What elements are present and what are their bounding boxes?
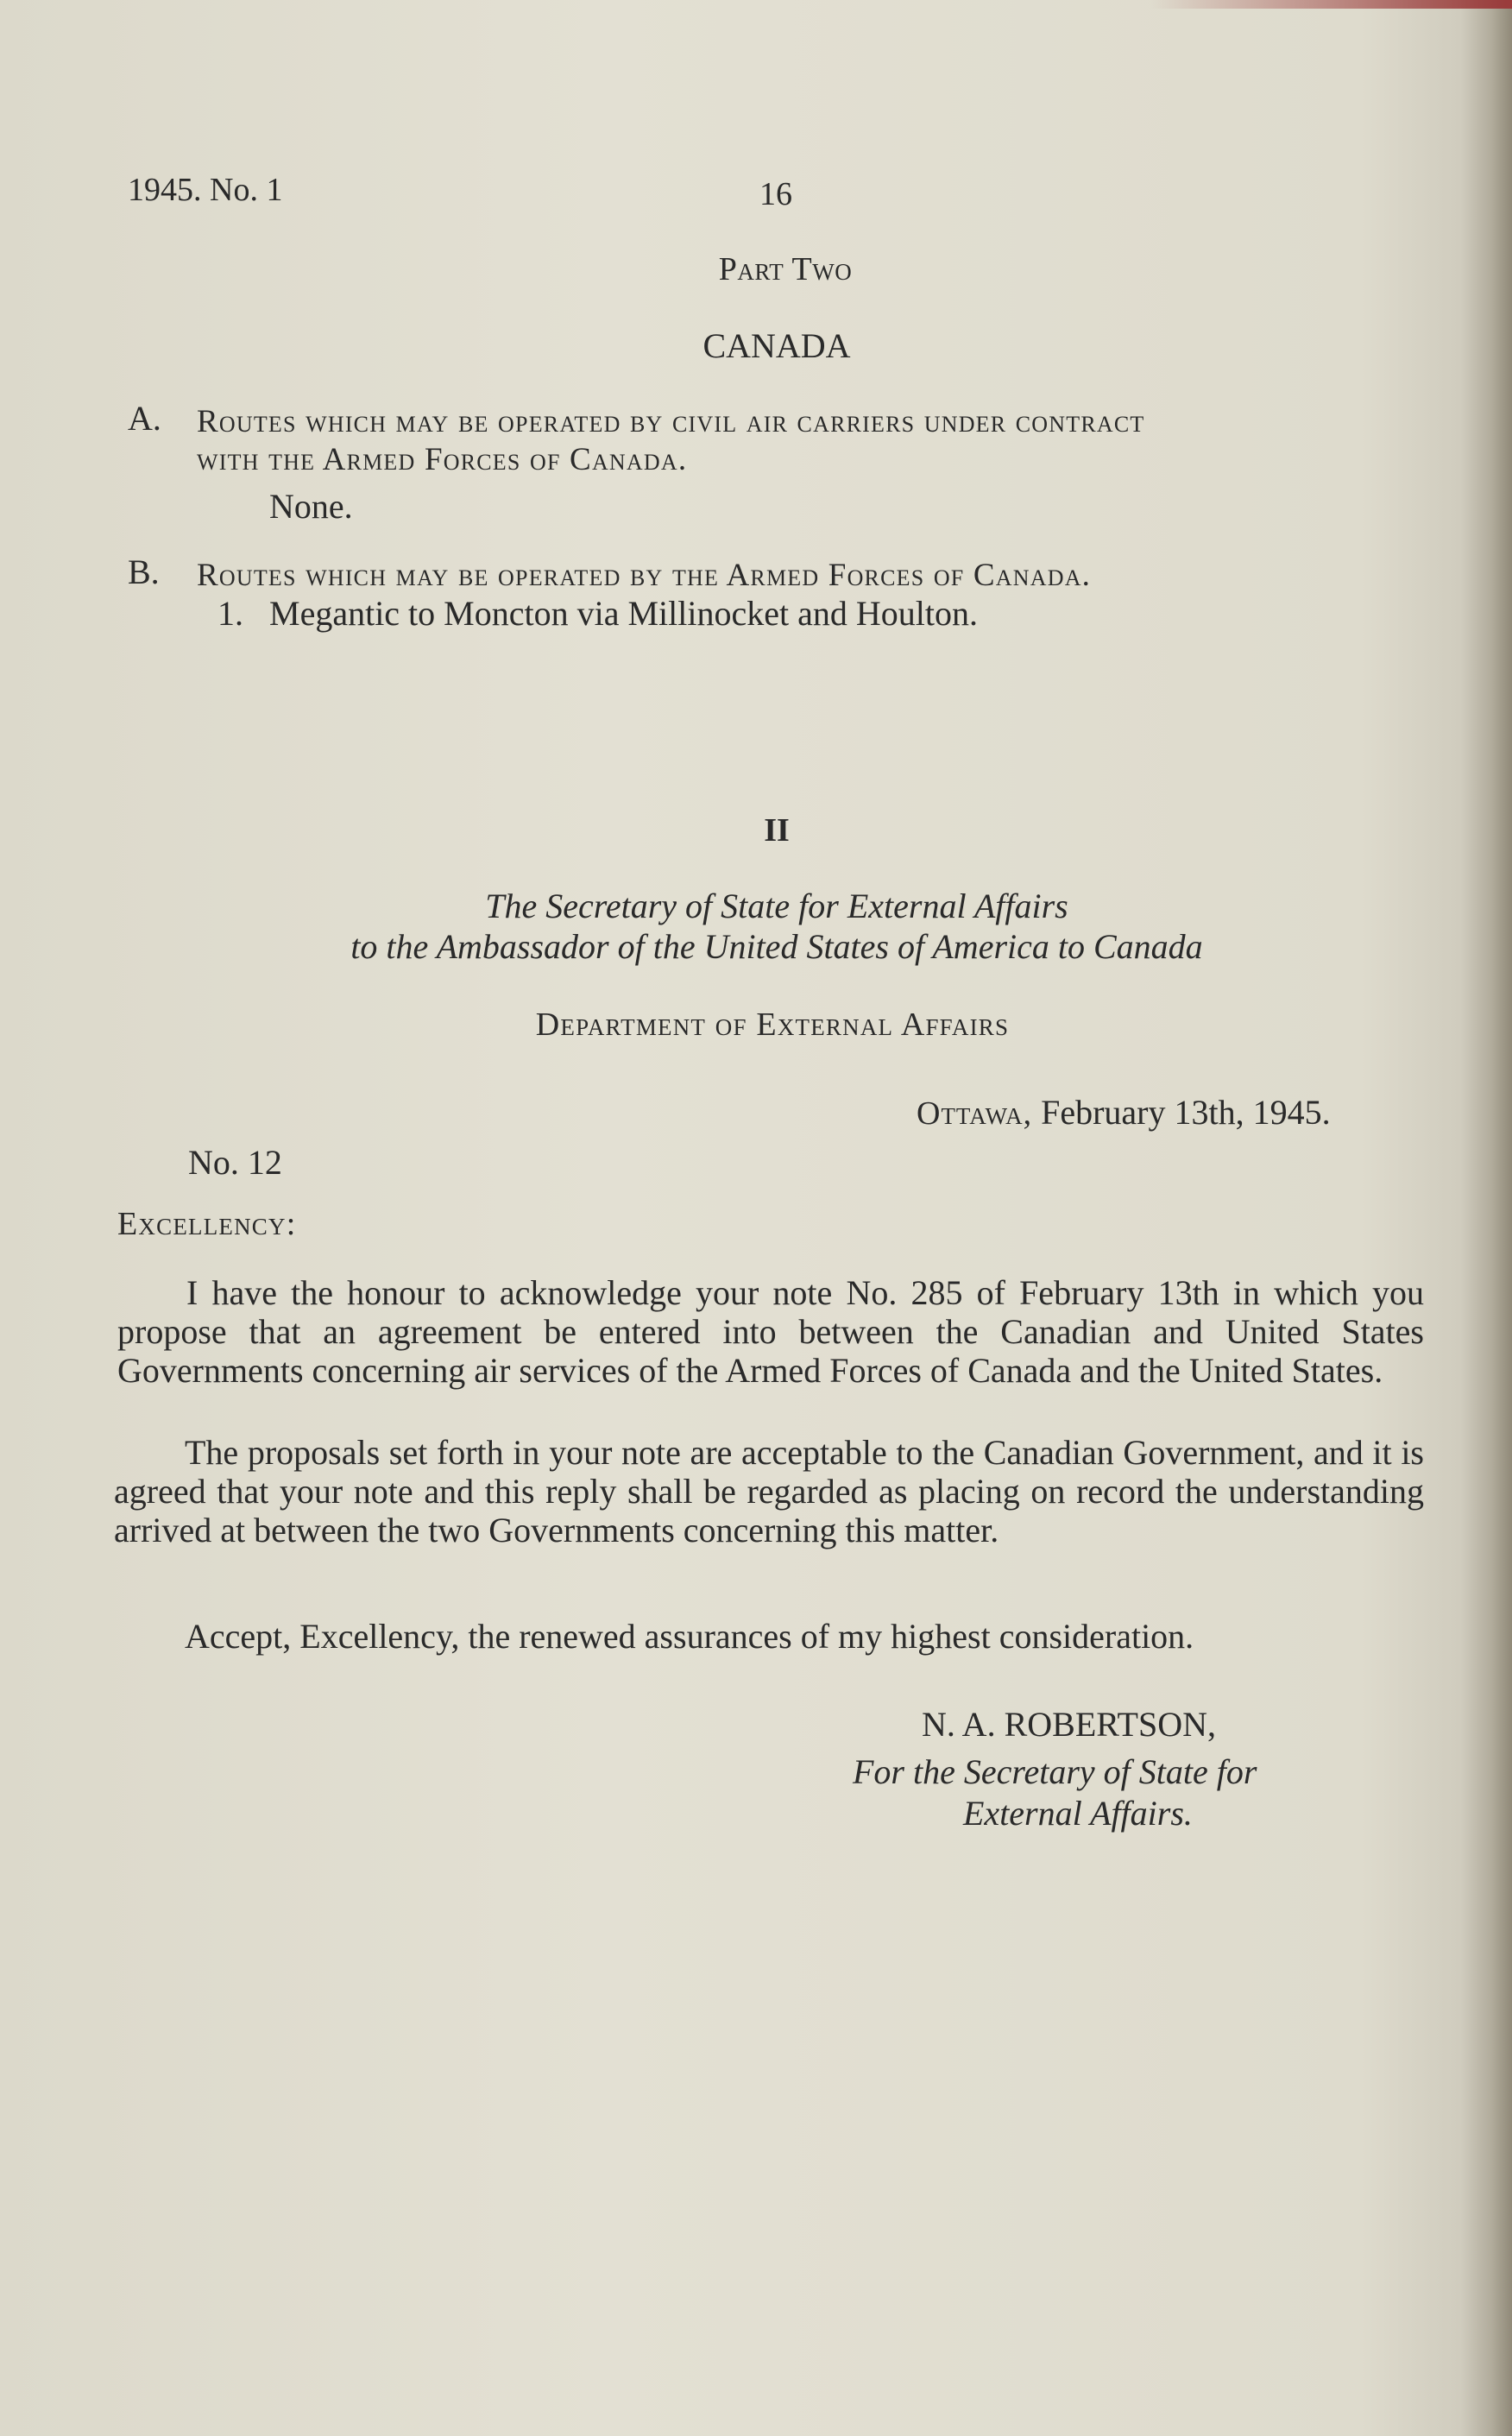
letter-paragraph-1: I have the honour to acknowledge your note No. 285 of February 13th in which you propose that an agreement be entered into between the Canadian and United States Governments concerning air services of the Armed Forces of Canada and the United States.: [117, 1273, 1424, 1390]
part-title: Part Two: [718, 251, 853, 287]
signature-title-line1: For the Secretary of State for: [853, 1752, 1257, 1791]
page-edge: [1150, 0, 1512, 9]
section-a-label: A.: [128, 399, 161, 438]
letter-salutation: Excellency:: [117, 1206, 297, 1242]
signature-title-line2: External Affairs.: [963, 1794, 1193, 1833]
country-heading: CANADA: [702, 326, 851, 365]
section-b-item-number: 1.: [217, 594, 243, 633]
letter-date: February 13th, 1945.: [1041, 1093, 1331, 1132]
running-header-left: 1945. No. 1: [128, 172, 283, 208]
letter-dateline: [917, 1093, 1331, 1133]
signature-name: N. A. ROBERTSON,: [922, 1705, 1216, 1744]
letter-from-line2: to the Ambassador of the United States of America to Canada: [350, 927, 1203, 966]
letter-number: No. 12: [188, 1143, 282, 1182]
section-b-label: B.: [128, 552, 160, 591]
letter-place: Ottawa,: [917, 1095, 1033, 1132]
section-b-heading: Routes which may be operated by the Armed Forces of Canada.: [197, 558, 1092, 593]
letter-from-line1: The Secretary of State for External Affairs: [485, 887, 1068, 925]
letter-closing: Accept, Excellency, the renewed assurances of my highest consideration.: [185, 1617, 1194, 1656]
page-number: 16: [759, 176, 792, 212]
section-a-heading-line1: Routes which may be operated by civil air carriers under contract: [197, 404, 1145, 439]
letter-paragraph-2: The proposals set forth in your note are acceptable to the Canadian Government, and it is agreed that your note and this reply shall be regarded as placing on record the understanding arrived at between the two Governments concerning this matter.: [114, 1433, 1424, 1549]
section-a-heading-line2: with the Armed Forces of Canada.: [197, 442, 688, 477]
department-heading: Department of External Affairs: [535, 1007, 1010, 1043]
book-spine-shadow: [1460, 0, 1512, 2436]
letter-roman-numeral: II: [764, 812, 790, 849]
section-a-content: None.: [269, 487, 353, 526]
section-b-item-text: Megantic to Moncton via Millinocket and Houlton.: [269, 594, 978, 633]
